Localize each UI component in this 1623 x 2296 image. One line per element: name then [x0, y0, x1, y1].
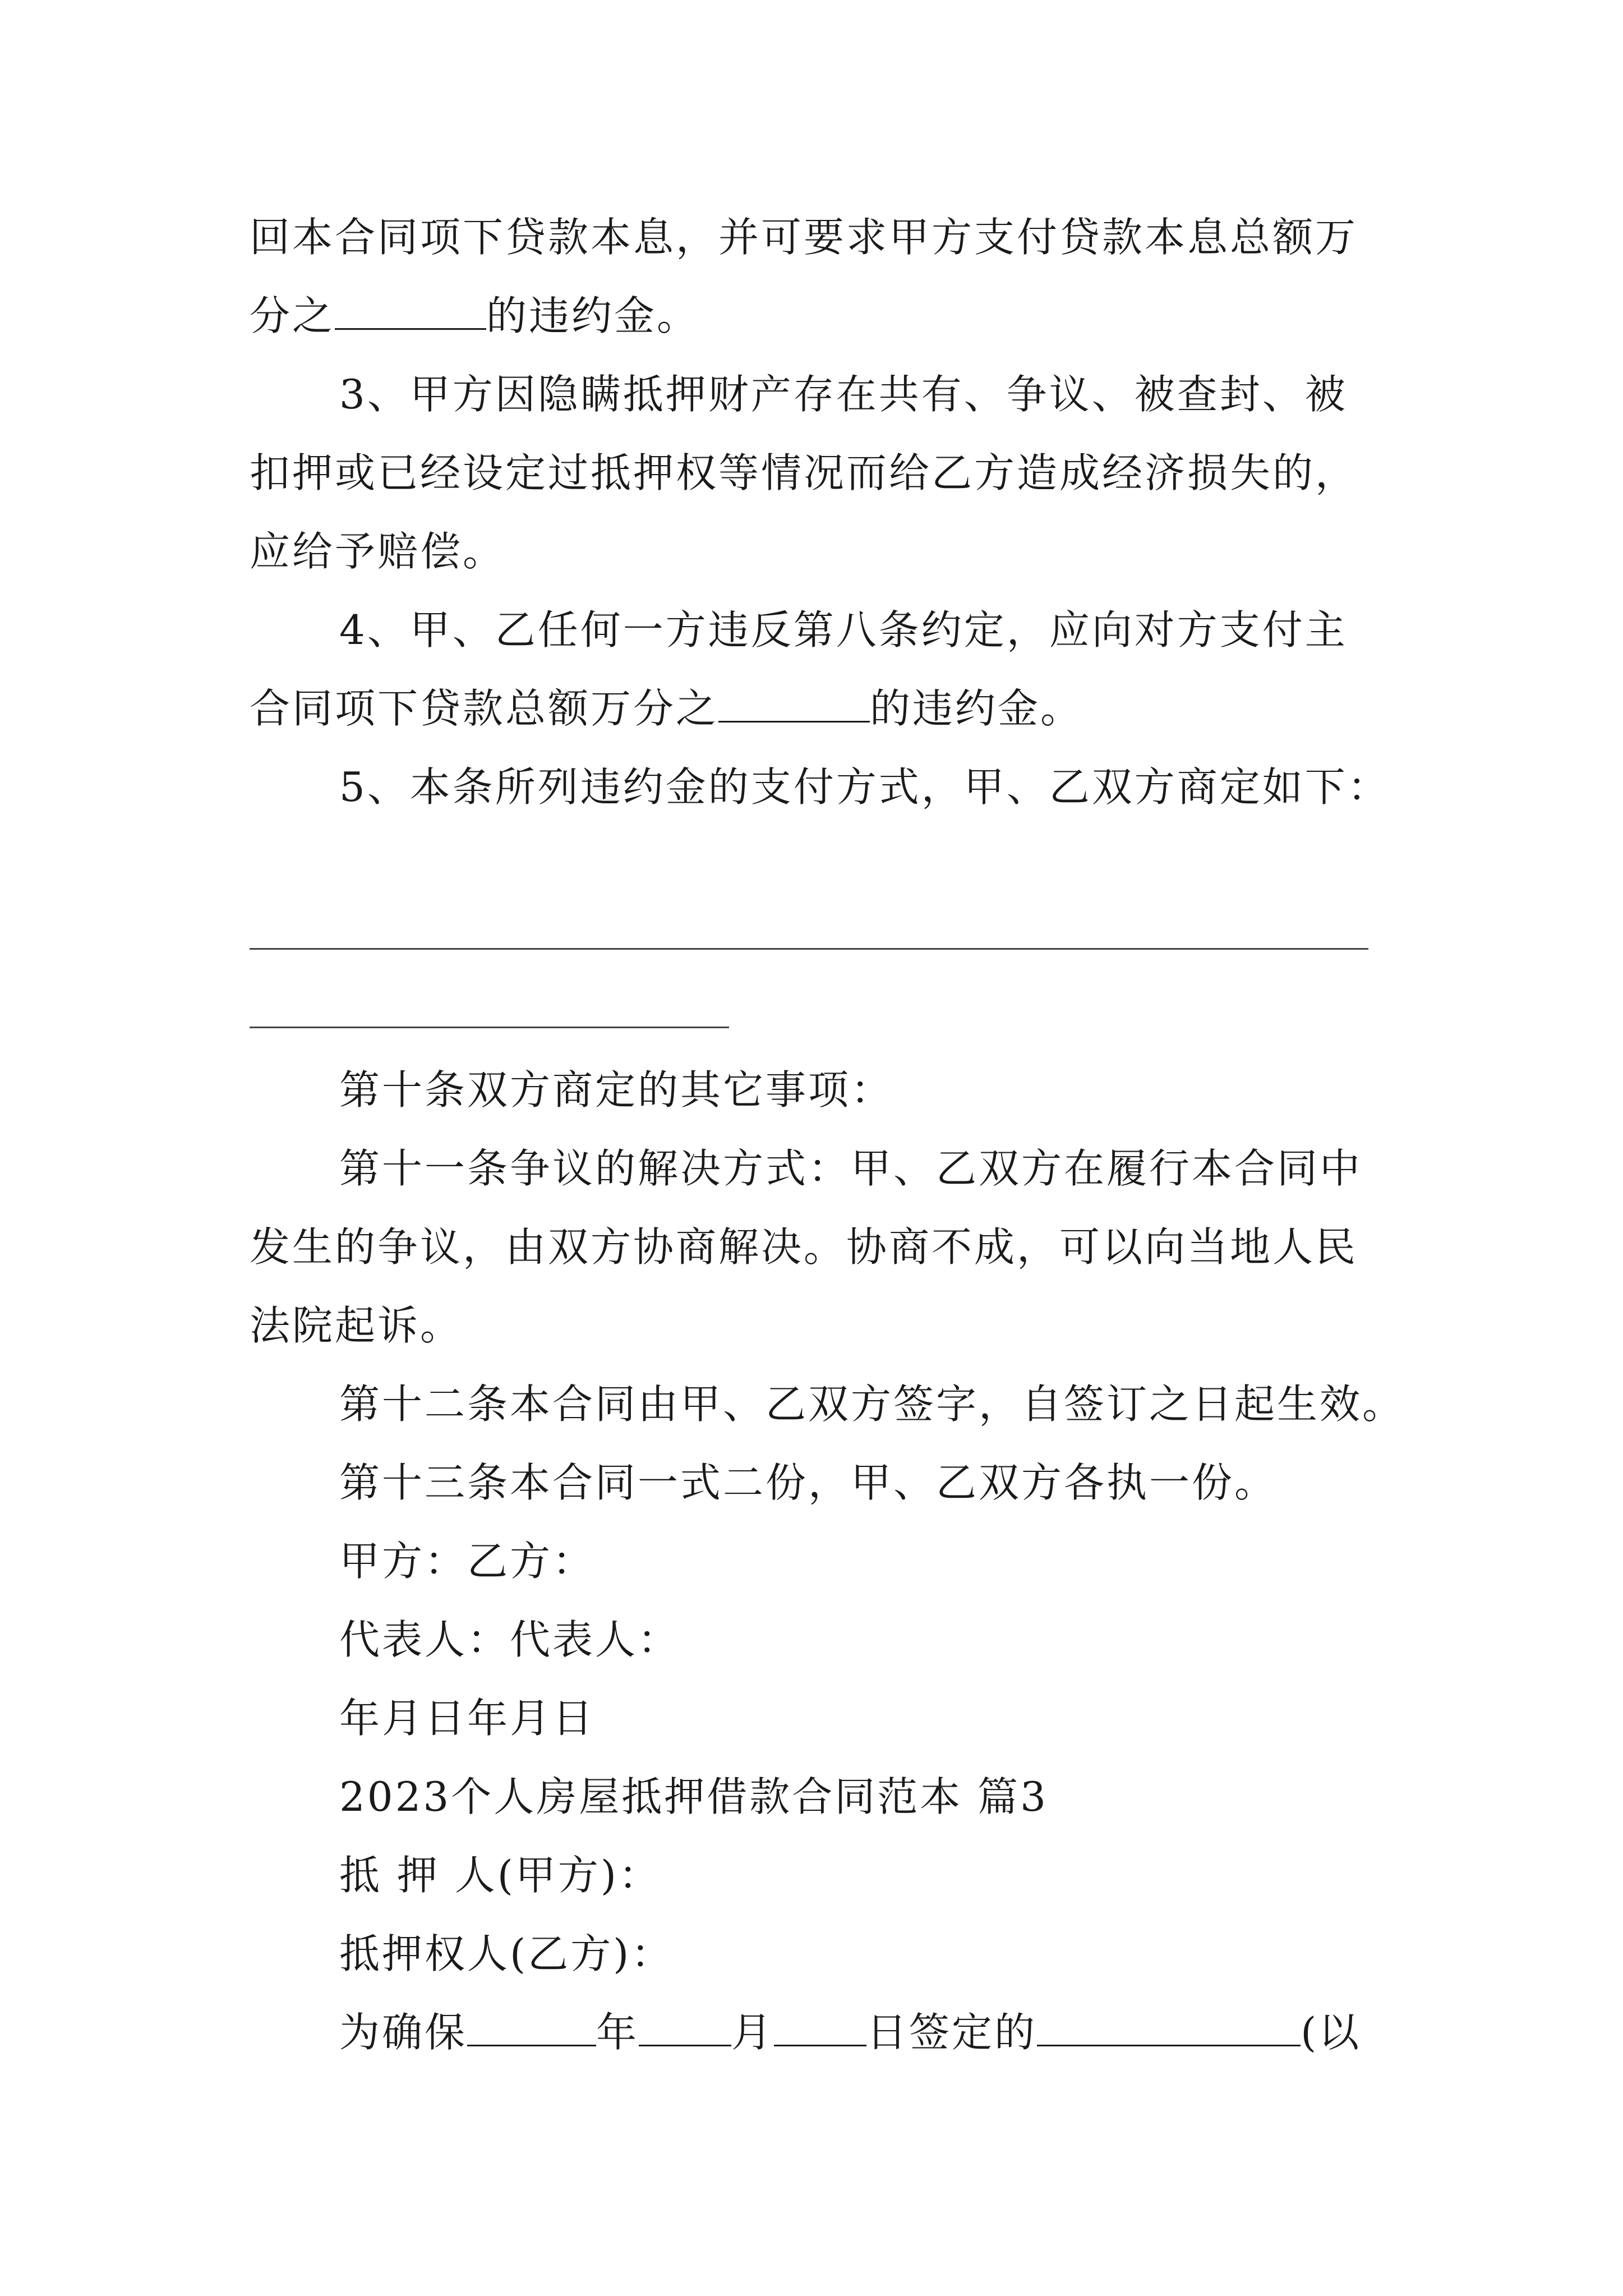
text-run: 2023个人房屋抵押借款合同范本 篇3 — [339, 1773, 1048, 1820]
paragraph-line — [339, 760, 1390, 814]
text-run: 扣押或已经设定过抵押权等情况而给乙方造成经济损失的， — [250, 449, 1358, 496]
paragraph-line — [250, 682, 1083, 735]
text-run: 3、甲方因隐瞒抵押财产存在共有、争议、被查封、被 — [339, 371, 1348, 418]
text-run: 分之 — [250, 292, 335, 339]
fill-blank — [718, 685, 870, 723]
text-run: 回本合同项下贷款本息，并可要求甲方支付贷款本息总额万 — [250, 214, 1358, 261]
paragraph-line — [339, 1534, 595, 1588]
fill-rule — [250, 1027, 729, 1028]
paragraph-line — [250, 446, 1358, 500]
paragraph-line — [339, 1456, 1277, 1510]
paragraph-line — [339, 1691, 595, 1745]
paragraph-line — [250, 289, 699, 343]
text-run: 应给予赔偿。 — [250, 528, 506, 575]
text-run: 月 — [731, 2009, 774, 2056]
paragraph-line — [339, 367, 1348, 421]
fill-rule — [250, 948, 1368, 950]
text-run: 年 — [596, 2009, 639, 2056]
paragraph-line — [339, 1848, 661, 1902]
paragraph-line — [250, 1299, 463, 1352]
paragraph-line — [339, 1613, 680, 1667]
text-run: 第十一条争议的解决方式：甲、乙双方在履行本合同中 — [339, 1145, 1363, 1192]
paragraph-line — [339, 1927, 674, 1981]
text-run: 的违约金。 — [486, 292, 700, 339]
text-run: 第十条双方商定的其它事项： — [339, 1066, 894, 1114]
text-run: 为确保 — [339, 2009, 468, 2056]
paragraph-line — [339, 603, 1348, 657]
text-run: 发生的争议，由双方协商解决。协商不成，可以向当地人民 — [250, 1223, 1358, 1271]
section-heading — [339, 1770, 1048, 1824]
text-run: 抵 押 人(甲方)： — [339, 1852, 661, 1899]
paragraph-line — [339, 1063, 893, 1117]
text-run: 5、本条所列违约金的支付方式，甲、乙双方商定如下： — [339, 763, 1390, 811]
paragraph-line — [339, 1142, 1362, 1195]
paragraph-line — [250, 210, 1358, 264]
text-run: (以 — [1301, 2009, 1362, 2056]
paragraph-line — [339, 2005, 1361, 2059]
fill-blank — [774, 2009, 866, 2046]
text-run: 日签定的 — [866, 2009, 1038, 2056]
paragraph-line — [339, 1377, 1405, 1431]
fill-blank — [467, 2009, 596, 2046]
text-run: 的违约金。 — [870, 685, 1083, 732]
paragraph-line — [250, 524, 505, 578]
fill-blank — [335, 292, 486, 330]
text-run: 合同项下贷款总额万分之 — [250, 685, 719, 732]
fill-blank — [639, 2009, 731, 2046]
text-run: 第十三条本合同一式二份，甲、乙双方各执一份。 — [339, 1459, 1278, 1506]
text-run: 4、甲、乙任何一方违反第八条约定，应向对方支付主 — [339, 606, 1348, 654]
text-run: 年月日年月日 — [339, 1695, 596, 1742]
paragraph-line — [250, 1220, 1358, 1274]
text-run: 法院起诉。 — [250, 1302, 463, 1349]
text-run: 代表人：代表人： — [339, 1616, 681, 1663]
fill-blank — [1037, 2009, 1301, 2046]
text-run: 甲方：乙方： — [339, 1538, 596, 1585]
text-run: 第十二条本合同由甲、乙双方签字，自签订之日起生效。 — [339, 1381, 1405, 1428]
text-run: 抵押权人(乙方)： — [339, 1930, 674, 1977]
